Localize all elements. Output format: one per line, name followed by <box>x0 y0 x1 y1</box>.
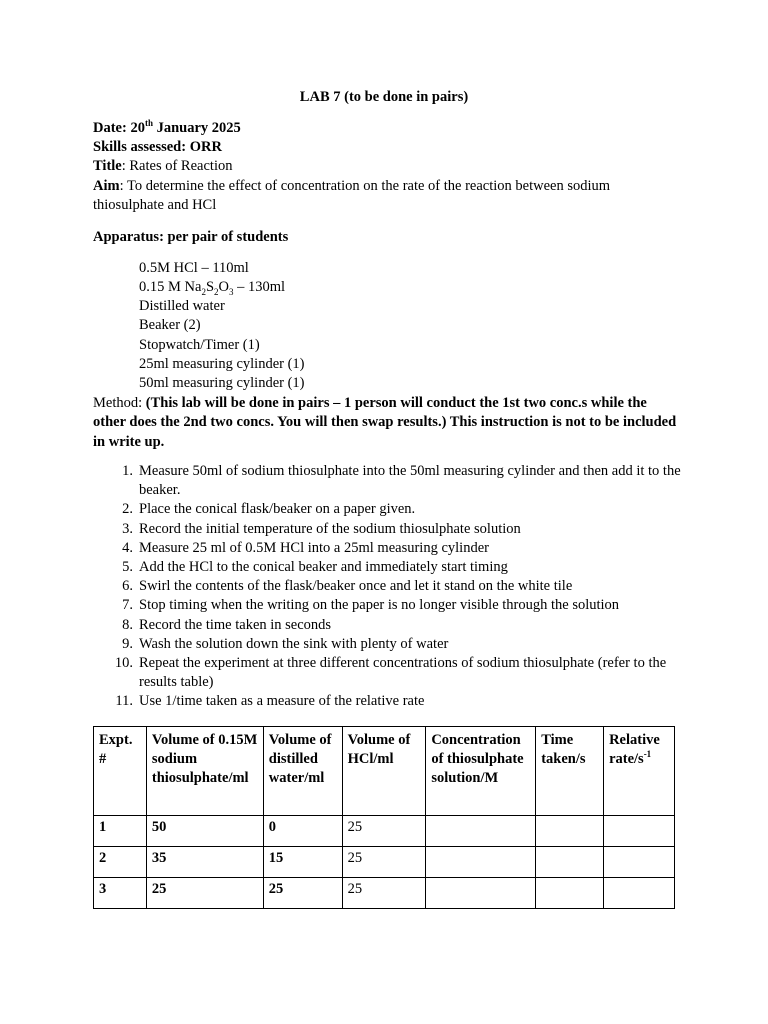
title-line: Title: Rates of Reaction <box>93 158 233 174</box>
header-water-volume: Volume of distilled water/ml <box>263 727 342 816</box>
table-header-row <box>94 727 675 816</box>
apparatus-item-thiosulphate: 0.15 M $Na_2S_2O_3 - 130ml$ <box>139 279 286 297</box>
table-row: 1 50 0 25 <box>94 816 675 847</box>
list-item: 3. Record the initial temperature of the sodium thiosulphate solution <box>122 520 521 537</box>
apparatus-item-hcl: 0.5M HCl – 110ml <box>139 260 249 276</box>
header-expt: Expt. # <box>94 727 147 816</box>
apparatus-item-cylinder-25: 25ml measuring cylinder (1) <box>139 356 305 372</box>
apparatus-heading: Apparatus: per pair of students <box>93 229 289 245</box>
list-item: 4. Measure 25 ml of 0.5M HCl into a 25ml measuring cylinder <box>122 539 489 556</box>
table-row: 3 25 25 25 <box>94 878 675 909</box>
header-concentration: Concentration of thiosulphate solution/M <box>426 727 536 816</box>
list-item: 6. Swirl the contents of the flask/beaker once and let it stand on the white tile <box>122 578 573 595</box>
apparatus-item-cylinder-50: 50ml measuring cylinder (1) <box>139 375 305 391</box>
concentration-cell[interactable] <box>426 816 536 847</box>
list-item: 2. Place the conical flask/beaker on a paper given. <box>122 501 416 518</box>
header-hcl-volume: Volume of HCl/ml <box>342 727 426 816</box>
header-thiosulphate-volume: Volume of 0.15M sodium thiosulphate/ml <box>146 727 263 816</box>
time-cell[interactable] <box>536 878 604 909</box>
method-paragraph: Method: (This lab will be done in pairs – 1 person will conduct the 1st two conc.s while the other does the 2nd two concs. You will then swap results.) This instruction is not to be included in write up. <box>93 395 677 450</box>
skills-line: Skills assessed: ORR <box>93 139 222 155</box>
header-rate: Relative rate/$s^{-1}$ <box>604 727 675 816</box>
time-cell[interactable] <box>536 847 604 878</box>
rate-cell[interactable] <box>604 816 675 847</box>
table-row: 2 35 15 25 <box>94 847 675 878</box>
apparatus-item-stopwatch: Stopwatch/Timer (1) <box>139 337 260 353</box>
rate-cell[interactable] <box>604 847 675 878</box>
concentration-cell[interactable] <box>426 847 536 878</box>
list-item: 9. Wash the solution down the sink with plenty of water <box>122 635 449 652</box>
list-item: 7. Stop timing when the writing on the paper is no longer visible through the solution <box>122 597 620 614</box>
header-time: Time taken/s <box>536 727 604 816</box>
time-cell[interactable] <box>536 816 604 847</box>
apparatus-item-beaker: Beaker (2) <box>139 317 201 333</box>
list-item: 10. Repeat the experiment at three different concentrations of sodium thiosulphate (refer to the results table) <box>114 655 667 691</box>
aim-line-2: thiosulphate and HCl <box>93 197 217 213</box>
aim-line: Aim: To determine the effect of concentration on the rate of the reaction between sodium <box>93 178 611 194</box>
list-item: 8. Record the time taken in seconds <box>122 616 332 633</box>
apparatus-item-water: Distilled water <box>139 298 225 314</box>
list-item: 1. Measure 50ml of sodium thiosulphate into the 50ml measuring cylinder and then add it to the beaker. <box>122 463 681 499</box>
method-steps <box>93 462 683 712</box>
concentration-cell[interactable] <box>426 878 536 909</box>
list-item: 5. Add the HCl to the conical beaker and immediately start timing <box>122 559 508 576</box>
list-item: 11. Use 1/time taken as a measure of the relative rate <box>115 693 425 710</box>
page-title: LAB 7 (to be done in pairs) <box>299 89 469 105</box>
results-table <box>93 726 675 909</box>
date-line: Date: 20th January 2025 <box>93 118 241 136</box>
rate-cell[interactable] <box>604 878 675 909</box>
